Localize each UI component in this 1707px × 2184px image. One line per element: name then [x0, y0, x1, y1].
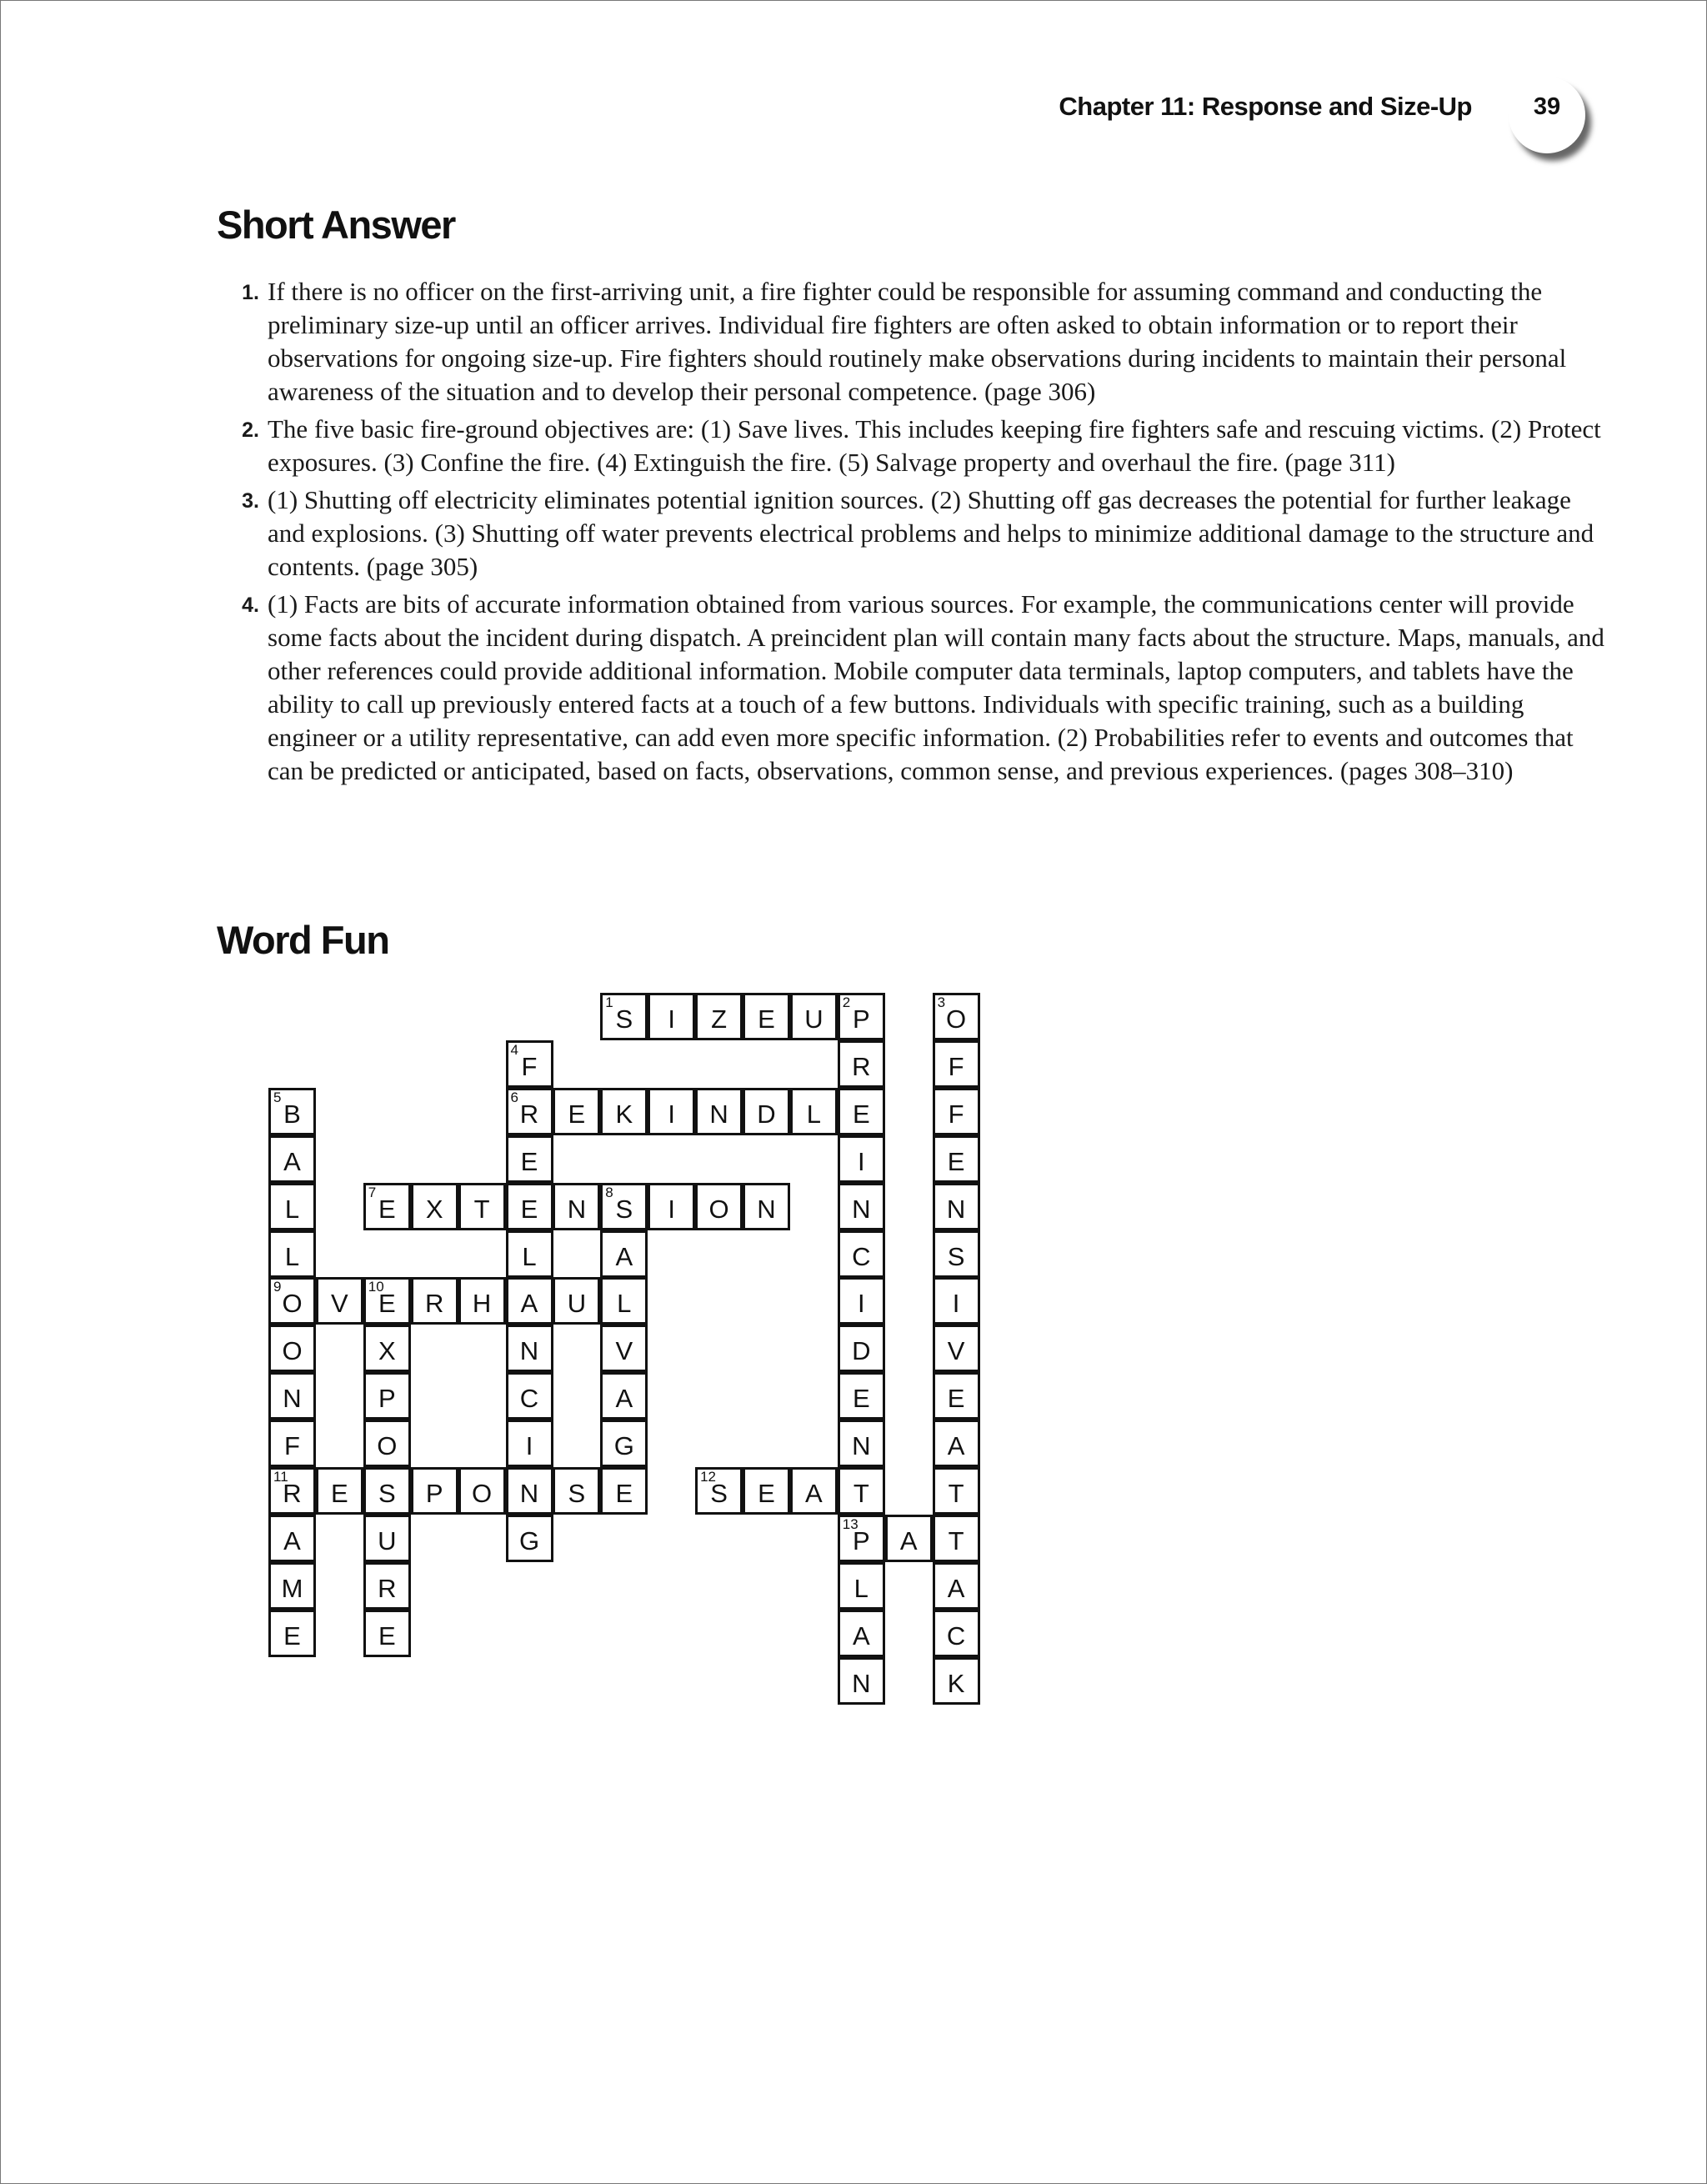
cell-letter: A [283, 1146, 301, 1176]
clue-number: 1 [605, 994, 613, 1010]
page-number: 39 [1533, 93, 1561, 120]
answer-text: If there is no officer on the first-arriving unit, a fire fighter could be responsible for assuming command and conducting the preliminary size-up until an officer arrives. Individual fire fighters are often asked to obtain information or to report their observations for ongoing size-up. Fire fighters should routinely make observations during incidents to maintain their personal awareness of the situation and to develop their personal competence. (page 306) [268, 277, 1567, 406]
answer-number: 4. [242, 594, 259, 617]
cell-letter: N [283, 1384, 302, 1414]
cell-letter: G [613, 1431, 634, 1461]
cell-letter: A [947, 1431, 965, 1461]
cell-letter: E [283, 1620, 301, 1651]
word-fun-heading: Word Fun [217, 918, 389, 962]
cell-letter: O [282, 1289, 303, 1319]
cell-letter: I [952, 1289, 960, 1319]
cell-letter: E [520, 1146, 538, 1176]
cell-letter: E [758, 1004, 775, 1034]
cell-letter: N [567, 1194, 587, 1224]
cell-letter: A [283, 1525, 301, 1555]
cell-letter: V [331, 1289, 348, 1319]
answer-item [213, 588, 1613, 788]
cell-letter: E [947, 1146, 965, 1176]
cell-letter: E [520, 1194, 538, 1224]
cell-letter: E [615, 1479, 633, 1508]
cell-letter: T [853, 1479, 869, 1508]
cell-letter: E [378, 1194, 396, 1224]
clue-number: 2 [842, 994, 851, 1010]
cell-letter: A [615, 1241, 633, 1271]
cell-letter: S [568, 1479, 586, 1508]
cell-letter: F [948, 1099, 964, 1129]
cell-letter: K [615, 1099, 633, 1129]
cell-letter: I [668, 1099, 675, 1129]
cell-letter: A [852, 1620, 870, 1651]
cell-letter: T [473, 1194, 490, 1224]
cell-letter: R [424, 1289, 444, 1319]
cell-letter: N [852, 1194, 871, 1224]
cell-letter: A [805, 1479, 823, 1508]
answer-number: 3. [242, 489, 259, 513]
cell-letter: L [617, 1289, 632, 1319]
cell-letter: O [946, 1004, 967, 1034]
cell-letter: E [378, 1289, 396, 1319]
cell-letter: E [852, 1099, 870, 1129]
cell-letter: L [522, 1241, 537, 1271]
cell-letter: A [615, 1384, 633, 1414]
answer-item [213, 413, 1613, 479]
cell-letter: C [519, 1384, 539, 1414]
answer-text: (1) Facts are bits of accurate information obtained from various sources. For example, the communications center will provide some facts about the incident during dispatch. A preincident plan will contain many facts about the structure. Maps, manuals, and other references could provide additional information. Mobile computer data terminals, laptop computers, and tablets have the ability to call up previously entered facts at a touch of a few buttons. Individuals with specific training, such as a building engineer or a utility representative, can add even more specific information. (2) Probabilities refer to events and outcomes that can be predicted or anticipated, based on facts, observations, common sense, and previous experiences. (pages 308–310) [268, 589, 1604, 785]
cell-letter: L [284, 1241, 300, 1271]
cell-letter: R [378, 1573, 397, 1603]
cell-letter: N [519, 1479, 539, 1508]
cell-letter: A [520, 1289, 538, 1319]
cell-letter: D [757, 1099, 776, 1129]
cell-letter: M [281, 1573, 303, 1603]
cell-letter: R [283, 1479, 302, 1508]
cell-letter: D [852, 1336, 871, 1366]
running-head: Chapter 11: Response and Size-Up [1059, 92, 1472, 121]
cell-letter: O [708, 1194, 729, 1224]
cell-letter: F [521, 1051, 538, 1081]
answer-text: (1) Shutting off electricity eliminates potential ignition sources. (2) Shutting off gas decreases the potential for further leakage and explosions. (3) Shutting off water prevents electrical problems and helps to minimize additional damage to the structure and contents. (page 305) [268, 485, 1594, 581]
cell-letter: C [852, 1241, 871, 1271]
cell-letter: E [758, 1479, 775, 1508]
cell-letter: B [283, 1099, 301, 1129]
cell-letter: C [946, 1620, 966, 1651]
cell-letter: N [852, 1668, 871, 1698]
cell-letter: I [857, 1146, 865, 1176]
cell-letter: E [568, 1099, 586, 1129]
cell-letter: I [525, 1431, 533, 1461]
clue-number: 13 [842, 1515, 859, 1532]
cell-letter: H [472, 1289, 492, 1319]
cell-letter: Z [711, 1004, 728, 1034]
cell-letter: L [854, 1573, 869, 1603]
cell-letter: N [709, 1099, 728, 1129]
cell-letter: P [852, 1004, 870, 1034]
answer-number: 2. [242, 418, 259, 442]
short-answer-list [213, 275, 1613, 792]
cell-letter: E [378, 1620, 396, 1651]
clue-number: 3 [937, 994, 946, 1010]
cell-letter: I [857, 1289, 865, 1319]
clue-number: 10 [368, 1279, 384, 1295]
cell-letter: F [948, 1051, 964, 1081]
cell-letter: U [378, 1525, 397, 1555]
cell-letter: G [518, 1525, 540, 1555]
cell-letter: K [947, 1668, 965, 1698]
cell-letter: P [852, 1525, 870, 1555]
cell-letter: S [947, 1241, 965, 1271]
cell-letter: U [804, 1004, 823, 1034]
cell-letter: E [947, 1384, 965, 1414]
cell-letter: U [567, 1289, 587, 1319]
cell-letter: V [947, 1336, 965, 1366]
cell-letter: T [948, 1479, 964, 1508]
cell-letter: O [282, 1336, 303, 1366]
cell-letter: L [806, 1099, 822, 1129]
cell-letter: O [472, 1479, 493, 1508]
cell-letter: I [668, 1004, 675, 1034]
clue-number: 12 [700, 1469, 717, 1485]
cell-letter: E [331, 1479, 348, 1508]
cell-letter: P [378, 1384, 396, 1414]
cell-letter: X [425, 1194, 443, 1224]
answer-item [213, 483, 1613, 584]
cell-letter: N [757, 1194, 776, 1224]
cell-letter: S [378, 1479, 396, 1508]
clue-number: 9 [273, 1279, 282, 1295]
cell-letter: L [284, 1194, 300, 1224]
cell-letter: N [946, 1194, 966, 1224]
cell-letter: V [615, 1336, 633, 1366]
cell-letter: N [519, 1336, 539, 1366]
cell-letter: I [668, 1194, 675, 1224]
cell-letter: F [284, 1431, 300, 1461]
clue-number: 5 [273, 1089, 282, 1105]
clue-number: 11 [273, 1469, 288, 1485]
answer-number: 1. [242, 281, 259, 304]
cell-letter: A [947, 1573, 965, 1603]
cell-letter: S [615, 1004, 633, 1034]
answer-text: The five basic fire-ground objectives are: (1) Save lives. This includes keeping fire fighters safe and rescuing victims. (2) Protect exposures. (3) Confine the fire. (4) Extinguish the fire. (5) Salvage property and overhaul the fire. (page 311) [268, 414, 1601, 477]
cell-letter: P [425, 1479, 443, 1508]
cell-letter: S [615, 1194, 633, 1224]
cell-letter: X [378, 1336, 396, 1366]
cell-letter: S [710, 1479, 728, 1508]
cell-letter: R [519, 1099, 539, 1129]
clue-number: 4 [510, 1041, 518, 1058]
cell-letter: E [852, 1384, 870, 1414]
clue-number: 8 [605, 1184, 613, 1200]
short-answer-heading: Short Answer [217, 203, 455, 247]
cell-letter: O [377, 1431, 398, 1461]
cell-letter: T [948, 1525, 964, 1555]
clue-number: 7 [368, 1184, 377, 1200]
cell-letter: A [899, 1525, 918, 1555]
clue-number: 6 [510, 1089, 518, 1105]
cell-letter: N [852, 1431, 871, 1461]
answer-item [213, 275, 1613, 408]
cell-letter: R [852, 1051, 871, 1081]
